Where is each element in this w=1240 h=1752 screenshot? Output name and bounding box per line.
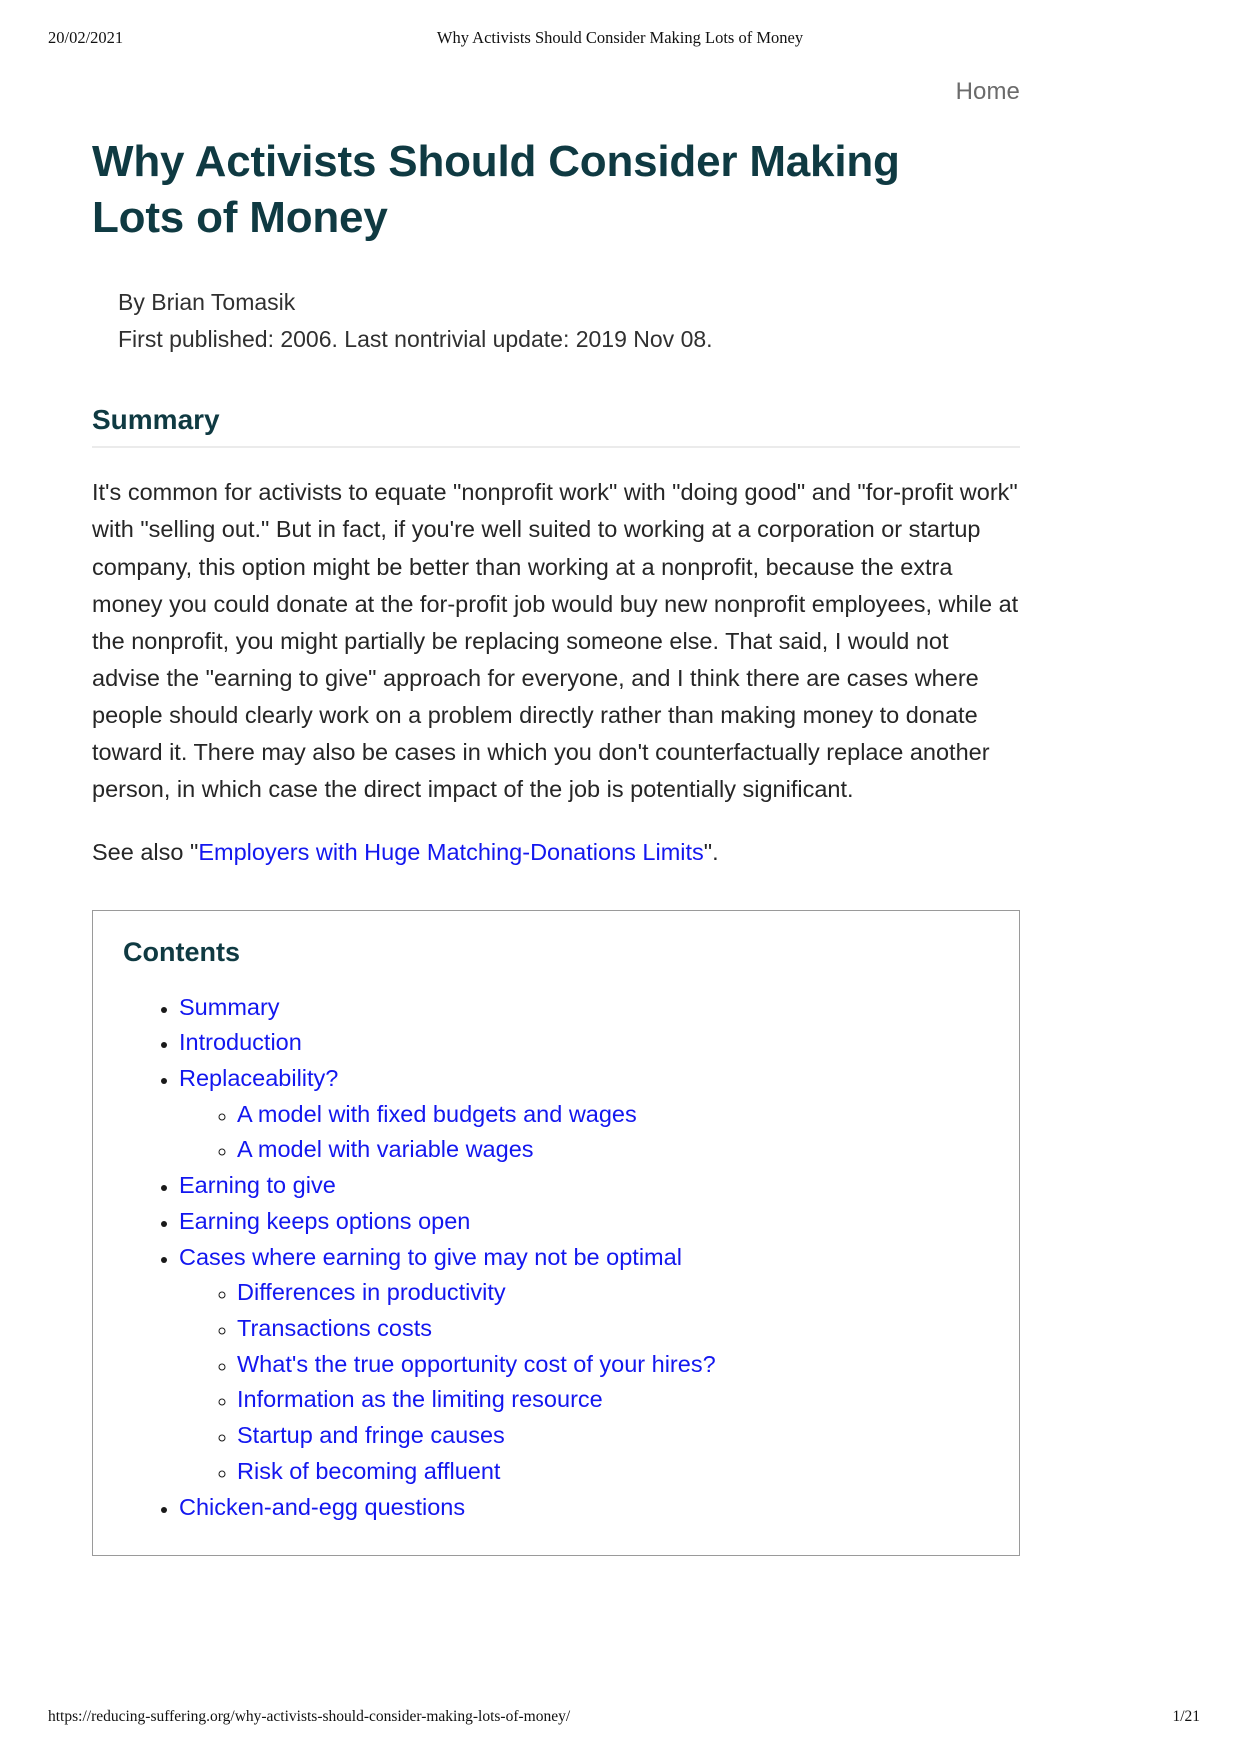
toc-link[interactable]: A model with fixed budgets and wages [237,1100,637,1127]
list-item [237,1347,989,1383]
list-item [237,1097,989,1133]
nav-home-link[interactable]: Home [955,78,1020,105]
toc-link[interactable]: Introduction [179,1029,302,1056]
list-item [237,1382,989,1418]
list-item [179,1204,989,1240]
toc-link[interactable]: Risk of becoming affluent [237,1457,501,1484]
toc-link[interactable]: Transactions costs [237,1314,433,1341]
toc-link[interactable]: Replaceability? [179,1064,339,1091]
toc-link[interactable]: Earning to give [179,1172,336,1199]
see-also-suffix: ". [703,839,719,866]
print-footer-page-number: 1/21 [1172,1708,1200,1725]
list-item [237,1454,989,1490]
print-header-date: 20/02/2021 [48,28,124,47]
byline-block [92,284,1020,359]
see-also-link[interactable]: Employers with Huge Matching-Donations Limits [198,839,704,866]
list-item [179,1025,989,1061]
list-item [237,1311,989,1347]
print-footer-url: https://reducing-suffering.org/why-activists-should-consider-making-lots-of-money/ [48,1708,571,1725]
list-item [179,1490,989,1526]
summary-paragraph: It's common for activists to equate "nonprofit work" with "doing good" and "for-profit work" with "selling out." But in fact, if you're well suited to working at a corporation or startup company, this option might be better than working at a nonprofit, because the extra money you could donate at the for-profit job would buy new nonprofit employees, while at the nonprofit, you might partially be replacing someone else. That said, I would not advise the "earning to give" approach for everyone, and I think there are cases where people should clearly work on a problem directly rather than making money to donate toward it. There may also be cases in which you don't counterfactually replace another person, in which case the direct impact of the job is potentially significant. [92,479,1019,803]
toc-link[interactable]: A model with variable wages [237,1136,534,1163]
section-heading-summary: Summary [92,404,1020,448]
print-header-title: Why Activists Should Consider Making Lots of Money [436,28,804,47]
see-also-prefix: See also " [92,839,199,866]
top-nav [92,72,1020,112]
table-of-contents-sublist [179,1275,989,1489]
print-header [0,28,1240,50]
toc-link[interactable]: Startup and fringe causes [237,1422,505,1449]
list-item [237,1132,989,1168]
table-of-contents [123,990,989,1526]
toc-link[interactable]: Differences in productivity [237,1279,506,1306]
toc-link[interactable]: Summary [179,993,280,1020]
contents-box [92,910,1020,1557]
list-item [179,1061,989,1168]
toc-link[interactable]: Chicken-and-egg questions [179,1493,466,1520]
table-of-contents-sublist [179,1097,989,1168]
list-item [237,1418,989,1454]
see-also-paragraph [92,834,1020,871]
toc-link[interactable]: Cases where earning to give may not be optimal [179,1243,682,1270]
list-item [179,1240,989,1490]
list-item [179,1168,989,1204]
article-content [92,72,1020,1556]
toc-link[interactable]: What's the true opportunity cost of your hires? [237,1350,716,1377]
toc-link[interactable]: Information as the limiting resource [237,1386,603,1413]
publication-dates: First published: 2006. Last nontrivial update: 2019 Nov 08. [118,326,713,352]
author-byline: By Brian Tomasik [118,288,296,315]
list-item [237,1275,989,1311]
list-item [179,990,989,1026]
contents-heading: Contents [123,936,240,967]
toc-link[interactable]: Earning keeps options open [179,1207,471,1234]
print-footer [0,1708,1240,1730]
page-title: Why Activists Should Consider Making Lots of Money [92,137,900,242]
